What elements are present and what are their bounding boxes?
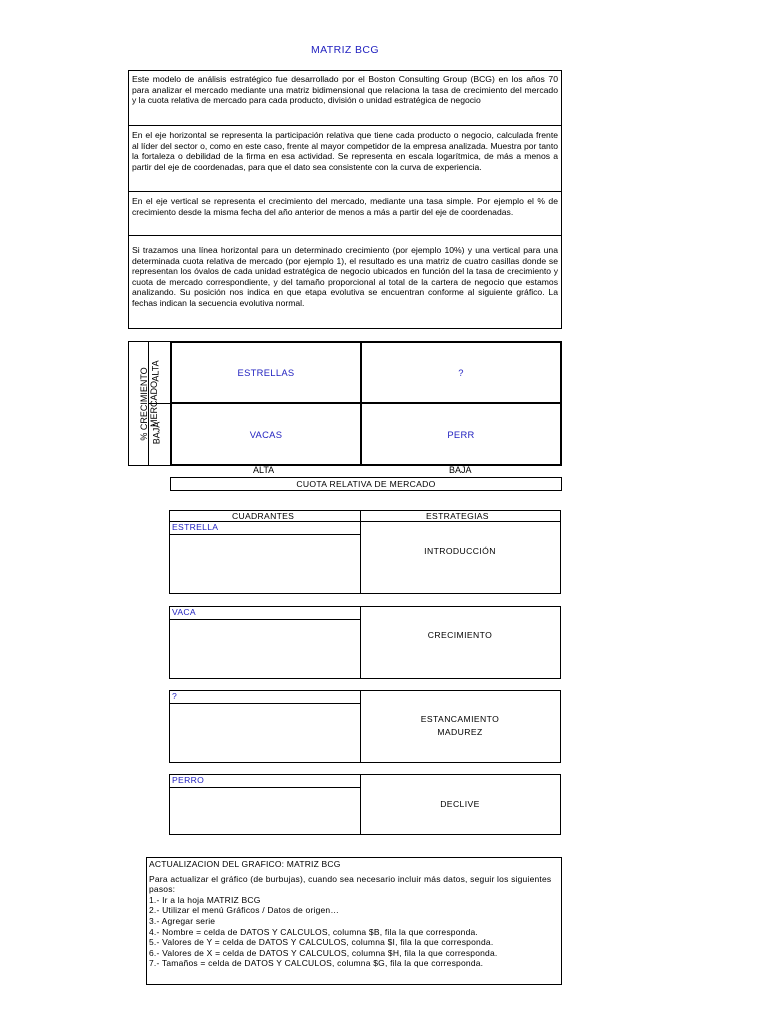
quadrant-row-estrella — [169, 521, 561, 594]
update-step: 3.- Agregar serie — [149, 915, 216, 926]
page-title: MATRIZ BCG — [311, 44, 379, 56]
col-label-low: BAJA — [449, 465, 472, 475]
divider — [129, 235, 561, 236]
cell-estrellas: ESTRELLAS — [237, 367, 295, 378]
update-intro: Para actualizar el gráfico (de burbujas), cuando sea necesario incluir más datos, seguir los siguientes pasos: — [149, 873, 552, 895]
update-step: 4.- Nombre = celda de DATOS Y CALCULOS, columna $B, fila la que corresponda. — [149, 926, 478, 937]
bcg-matrix — [170, 341, 562, 466]
quadrant-name: ESTRELLA — [172, 522, 219, 532]
update-instructions — [146, 857, 562, 985]
update-title: ACTUALIZACION DEL GRAFICO: MATRIZ BCG — [149, 859, 341, 869]
strategy-text: MADUREZ — [437, 727, 483, 737]
cell-perros: PERR — [447, 428, 475, 440]
quadrant-name: PERRO — [172, 775, 205, 785]
strategy-text: CRECIMIENTO — [427, 630, 493, 640]
header-cuadrantes: CUADRANTES — [232, 511, 295, 521]
strategy-text: DECLIVE — [440, 799, 480, 809]
cell-vacas: VACAS — [249, 428, 283, 440]
strategy-text: ESTANCAMIENTO — [420, 714, 500, 724]
paragraph-horizontal-axis: En el eje horizontal se representa la participación relativa que tiene cada producto o negocio, calculada frente al líder del sector o, como en este caso, frente al mayor competidor de la empresa analizada. Muestra por tanto la fortaleza o debilidad de la firma en esa actividad. Se representa en escala logarítmica, de más a menos a partir del eje de coordenadas, para que el dato sea consistente con la curva de experiencia. — [132, 130, 558, 172]
divider — [129, 125, 561, 126]
paragraph-intro: Este modelo de análisis estratégico fue desarrollado por el Boston Consulting Group (BCG) en los años 70 para analizar el mercado mediante una matriz bidimensional que relaciona la tasa de crecimiento del mercado y la cuota relativa de mercado para cada producto, división o unidad estratégica de negocio — [132, 74, 558, 106]
col-label-high: ALTA — [253, 465, 275, 475]
divider — [129, 191, 561, 192]
update-step: 7.- Tamaños = celda de DATOS Y CALCULOS, columna $G, fila la que corresponda. — [149, 958, 484, 969]
update-step: 2.- Utilizar el menú Gráficos / Datos de origen… — [149, 905, 340, 916]
quadrant-row-perro — [169, 774, 561, 835]
x-axis-categories — [170, 466, 562, 476]
update-step: 5.- Valores de Y = celda de DATOS Y CALCULOS, columna $I, fila la que corresponda. — [149, 937, 494, 948]
quadrant-row-interrogante — [169, 690, 561, 763]
update-step: 1.- Ir a la hoja MATRIZ BCG — [149, 894, 261, 905]
quadrant-row-vaca — [169, 606, 561, 679]
header-estrategias: ESTRATEGIAS — [426, 511, 489, 521]
matrix-y-axis — [128, 341, 170, 466]
row-label-low: BAJA — [151, 421, 162, 445]
x-axis-label: CUOTA RELATIVA DE MERCADO — [170, 477, 562, 491]
paragraph-vertical-axis: En el eje vertical se representa el crecimiento del mercado, mediante una tasa simple. Por ejemplo el % de crecimiento desde la misma fecha del año anterior de menos a más a partir del eje de coordenadas. — [132, 196, 558, 217]
quadrant-name: VACA — [172, 607, 196, 617]
description-box — [128, 70, 562, 329]
update-step: 6.- Valores de X = celda de DATOS Y CALCULOS, columna $H, fila la que corresponda. — [149, 947, 498, 958]
y-axis-label: % CRECIMIENTO MERCADO — [139, 367, 159, 441]
quadrant-name: ? — [172, 691, 178, 701]
strategy-text: INTRODUCCIÓN — [424, 546, 496, 556]
cell-interrogante: ? — [458, 367, 464, 378]
paragraph-matrix-explanation: Si trazamos una línea horizontal para un determinado crecimiento (por ejemplo 10%) y una vertical para una determinada cuota relativa de mercado (por ejemplo 1), el resultado es una matriz de cuatro casillas donde se representan los óvalos de cada unidad estratégica de negocio ubicados en función del la tasa de crecimiento y cuota de mercado correspondiente, y del tamaño proporcional al total de la cartera de negocio que estamos analizando. Su posición nos indica en que etapa evolutiva se encuentran conforme al siguiente gráfico. La fechas indican la secuencia evolutiva normal. — [132, 245, 558, 308]
row-label-high: ALTA — [150, 360, 161, 382]
